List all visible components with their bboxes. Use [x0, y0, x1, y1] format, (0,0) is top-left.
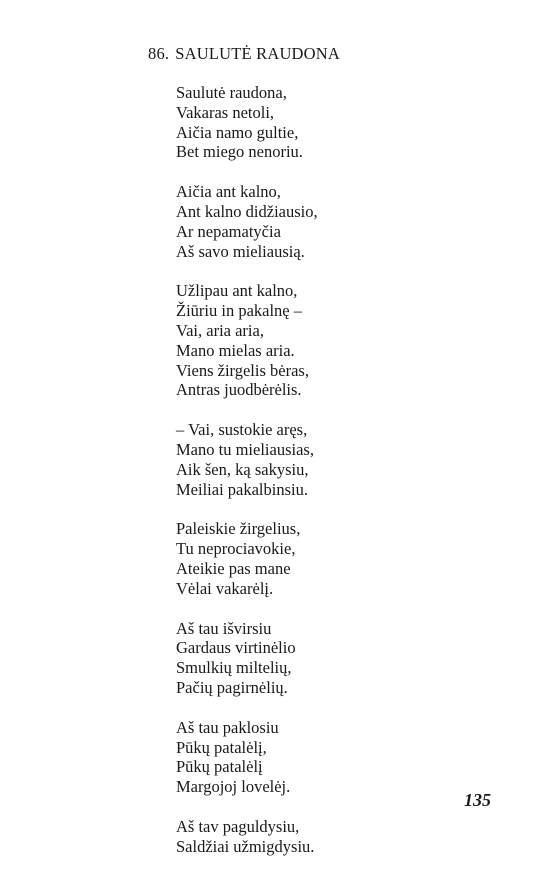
stanza — [176, 420, 476, 499]
stanza — [176, 619, 476, 698]
stanza — [176, 182, 476, 261]
poem-title — [148, 44, 340, 64]
stanza — [176, 718, 476, 797]
poem-line: Tu neprociavokie, — [176, 539, 296, 559]
poem-line: Aičia ant kalno, — [176, 182, 281, 202]
poem-line: Ar nepamatyčia — [176, 221, 281, 241]
stanza — [176, 281, 476, 400]
poem-line: Meiliai pakalbinsiu. — [176, 479, 308, 499]
poem-line: Bet miego nenoriu. — [176, 142, 303, 162]
poem-line: Ateikie pas mane — [176, 558, 291, 578]
poem-line: Vakaras netoli, — [176, 102, 275, 122]
poem-line: Viens žirgelis bėras, — [176, 360, 309, 380]
poem-line: Vėlai vakarėlį. — [176, 578, 274, 598]
poem-line: Aš tav paguldysiu, — [176, 816, 300, 836]
poem-line: Aik šen, ką sakysiu, — [176, 459, 309, 479]
poem-line: Mano tu mieliausias, — [176, 439, 314, 459]
stanza — [176, 519, 476, 598]
poem-line: Aš tau išvirsiu — [176, 618, 272, 638]
poem-line: Pačių pagirnėlių. — [176, 677, 288, 697]
poem-line: Mano mielas aria. — [176, 340, 295, 360]
poem-line: Žiūriu in pakalnę – — [176, 301, 303, 321]
poem-number: 86. — [148, 44, 170, 63]
poem-line: Vai, aria aria, — [176, 320, 264, 340]
poem-line: Margojoj lovelėj. — [176, 777, 291, 797]
poem-line: Aš savo mieliausią. — [176, 241, 305, 261]
poem-line: Paleiskie žirgelius, — [176, 519, 301, 539]
poem-line: Smulkių miltelių, — [176, 658, 292, 678]
poem-line: – Vai, sustokie aręs, — [176, 420, 308, 440]
poem-line: Saldžiai užmigdysiu. — [176, 836, 315, 856]
poem-line: Gardaus virtinėlio — [176, 638, 296, 658]
poem-line: Aičia namo gultie, — [176, 122, 299, 142]
poem-line: Užlipau ant kalno, — [176, 281, 298, 301]
poem-line: Ant kalno didžiausio, — [176, 201, 318, 221]
poem-line: Saulutė raudona, — [176, 83, 287, 102]
stanza — [176, 83, 476, 162]
poem-line: Pūkų patalėlį — [176, 757, 263, 777]
poem-body — [176, 83, 476, 877]
poem-line: Aš tau paklosiu — [176, 717, 279, 737]
poem-line: Pūkų patalėlį, — [176, 737, 267, 757]
poem-line: Antras juodbėrėlis. — [176, 380, 302, 400]
poem-title-text: SAULUTĖ RAUDONA — [175, 44, 341, 63]
stanza — [176, 817, 476, 857]
page-number: 135 — [464, 790, 491, 810]
